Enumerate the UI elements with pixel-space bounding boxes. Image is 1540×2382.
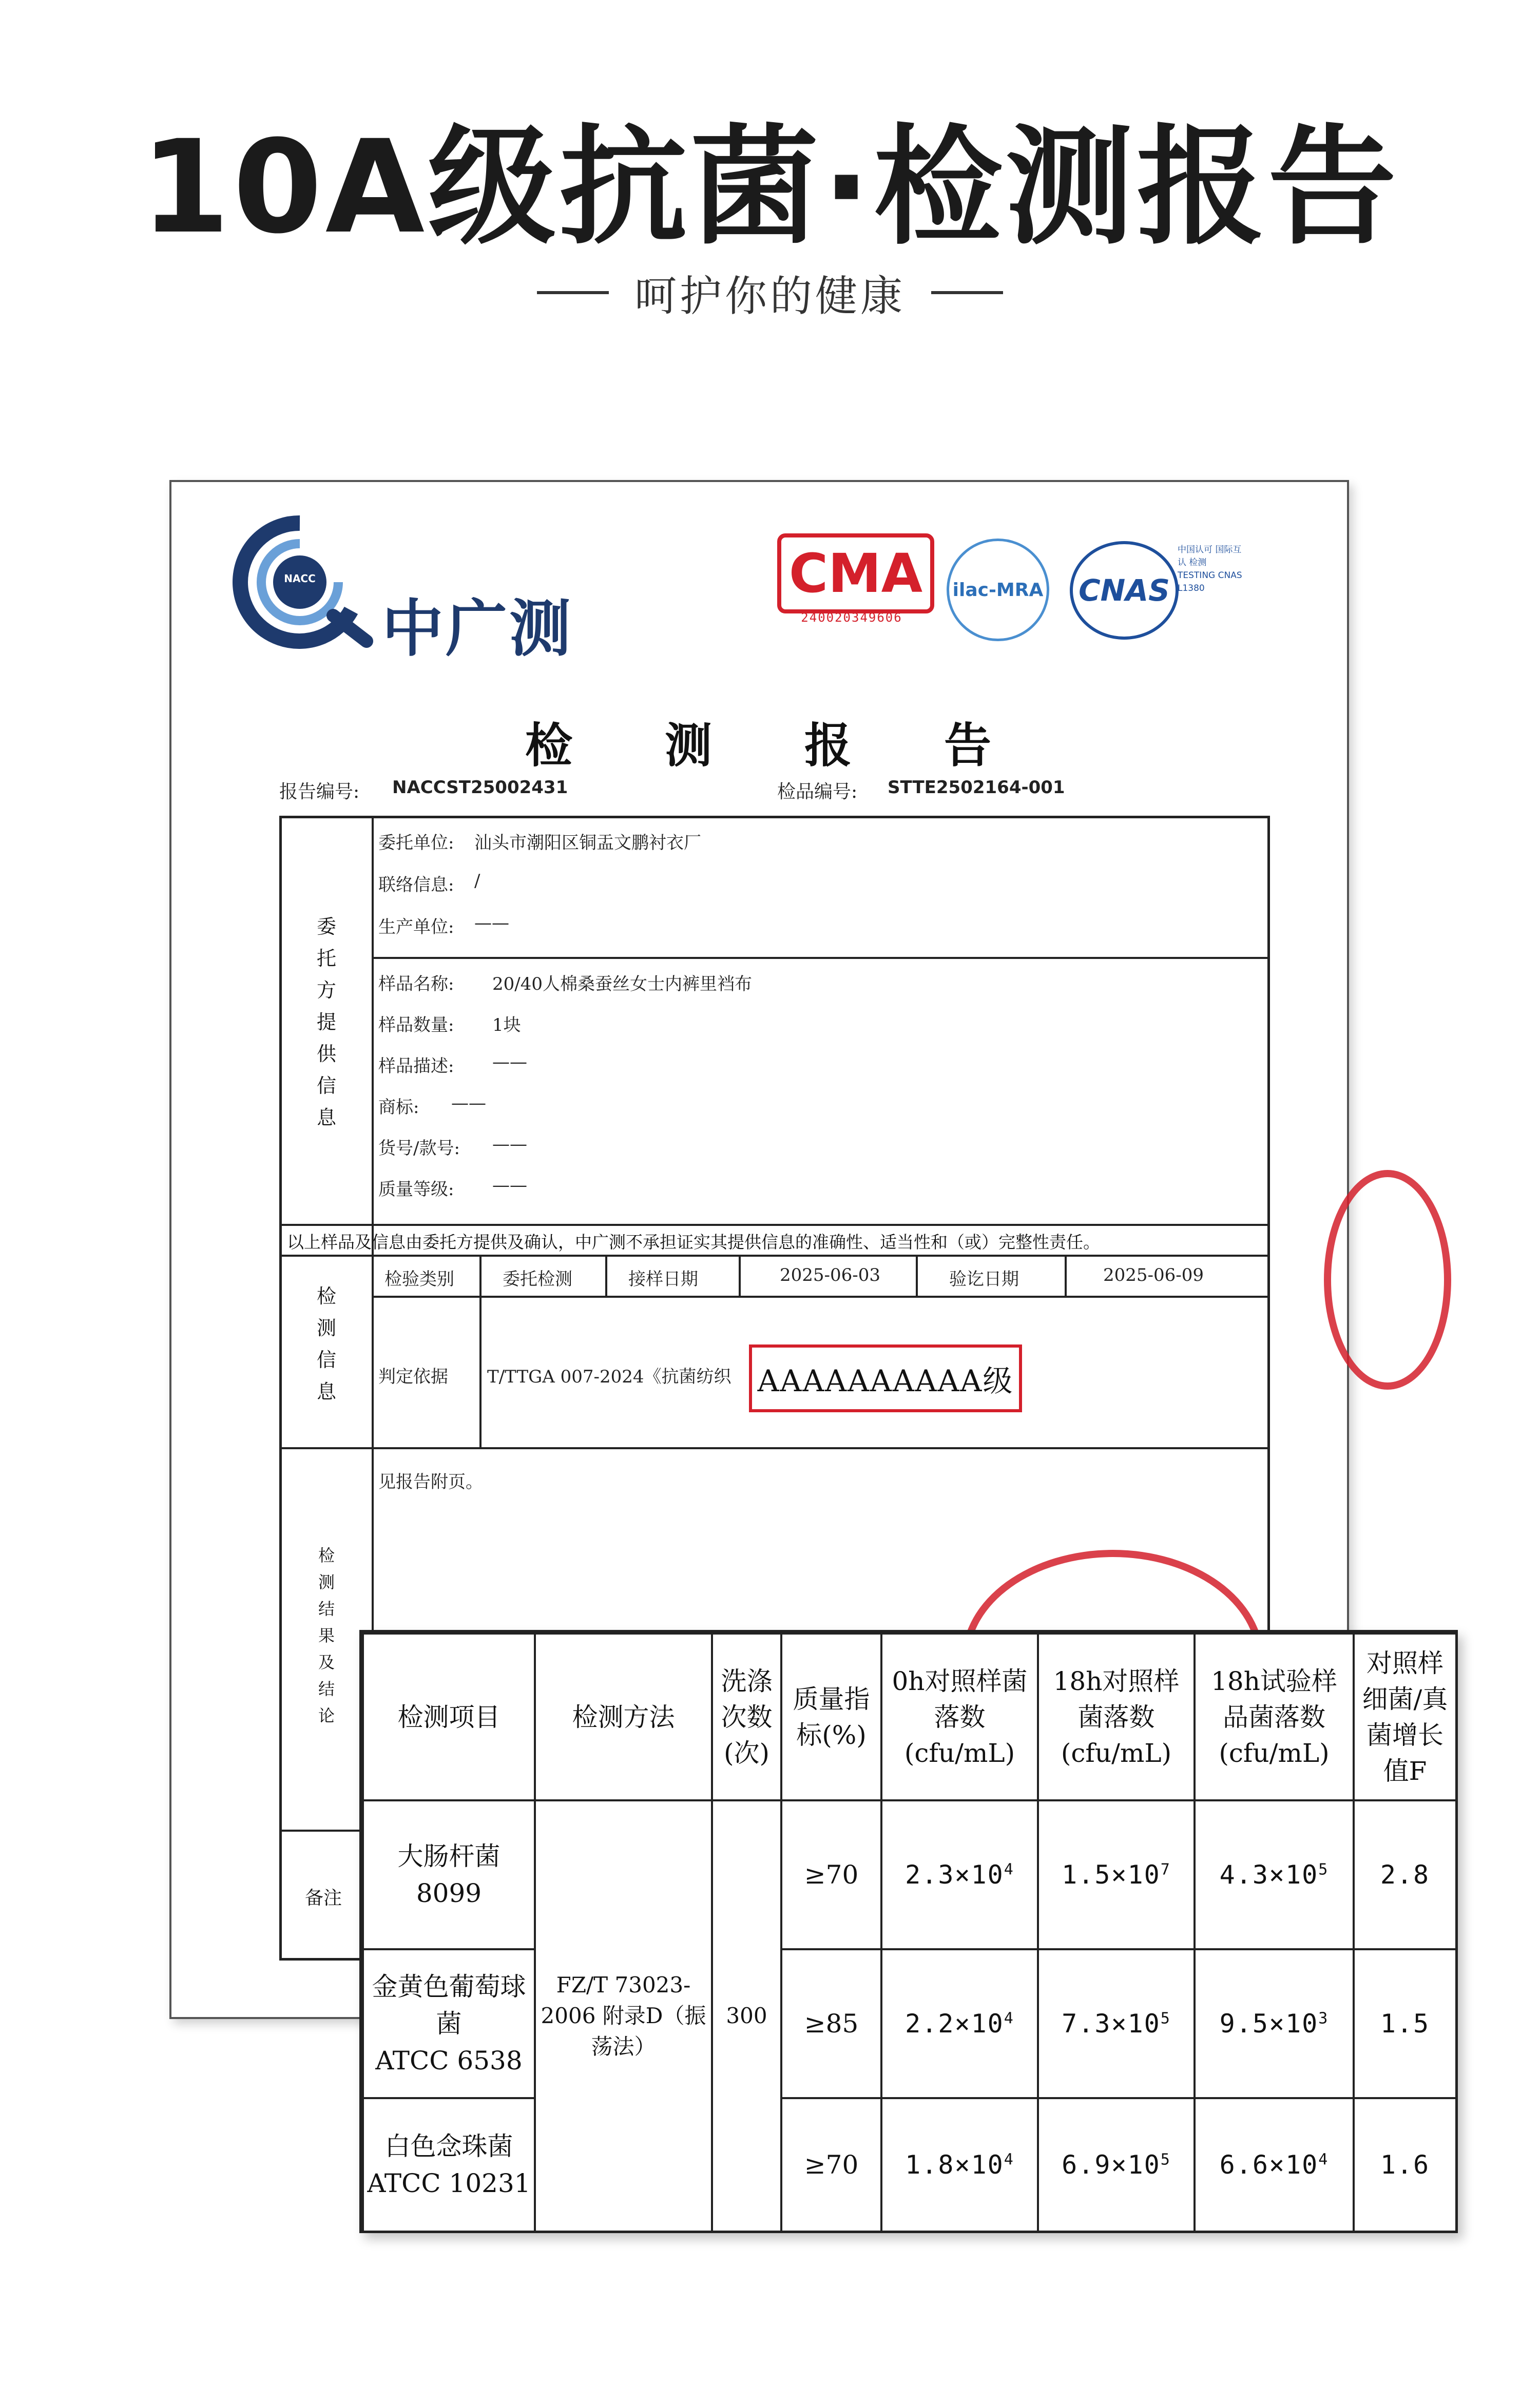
section-client-label: 委托方提供信息 bbox=[316, 915, 336, 1129]
ilac-mra-logo-icon: ilac-MRA bbox=[947, 539, 1049, 641]
results-table-card bbox=[359, 1630, 1458, 2233]
wash-count-cell: 300 bbox=[712, 1800, 781, 2232]
header-item: 检测项目 bbox=[363, 1634, 535, 1800]
document-title: 检 测 报 告 bbox=[525, 718, 994, 773]
quality-cell: ≥70 bbox=[781, 2098, 881, 2232]
sample-qty-label: 样品数量: bbox=[378, 1015, 454, 1035]
subtitle-row bbox=[0, 262, 1540, 323]
brand-value: —— bbox=[451, 1093, 486, 1113]
row-item: 大肠杆菌 8099 bbox=[363, 1800, 535, 1949]
cma-logo-icon: CMA bbox=[777, 533, 934, 613]
brand-label: 商标: bbox=[378, 1097, 419, 1118]
table-row bbox=[363, 2098, 1456, 2232]
header-wash: 洗涤次数(次) bbox=[712, 1634, 781, 1800]
style-label: 货号/款号: bbox=[378, 1138, 460, 1159]
sample-number: STTE2502164-001 bbox=[888, 777, 1065, 798]
section-test-label: 检测信息 bbox=[316, 1285, 336, 1403]
finish-date-label: 验讫日期 bbox=[949, 1269, 1019, 1290]
zero-h-cell: $2.3\times 10^4$ bbox=[881, 1800, 1038, 1949]
subtitle: 呵护你的健康 bbox=[634, 272, 906, 321]
header-f-value: 对照样细菌/真菌增长值F bbox=[1354, 1634, 1456, 1800]
grade-highlight-box: AAAAAAAAAA级 bbox=[749, 1344, 1022, 1412]
style-value: —— bbox=[492, 1134, 527, 1155]
cma-number: 240020349606 bbox=[801, 610, 902, 625]
client-unit: 汕头市潮阳区铜盂文鹏衬衣厂 bbox=[474, 833, 701, 853]
report-number-label: 报告编号: bbox=[279, 781, 360, 802]
result-text: 见报告附页。 bbox=[378, 1472, 483, 1492]
results-table bbox=[362, 1632, 1457, 2233]
table-row bbox=[363, 1800, 1456, 1949]
disclaimer: 以上样品及信息由委托方提供及确认，中广测不承担证实其提供信息的准确性、适当性和（或）完整性责任。 bbox=[287, 1232, 1100, 1252]
receive-date-label: 接样日期 bbox=[628, 1269, 698, 1290]
test-18h-cell: $4.3\times 10^5$ bbox=[1195, 1800, 1354, 1949]
test-type-label: 检验类别 bbox=[384, 1269, 454, 1290]
brand-badge: NACC bbox=[284, 572, 316, 585]
grade-label: 质量等级: bbox=[378, 1179, 454, 1200]
header-test-18h: 18h试验样品菌落数(cfu/mL) bbox=[1195, 1634, 1354, 1800]
test-type: 委托检测 bbox=[503, 1269, 572, 1290]
f-value-cell: 1.5 bbox=[1354, 1949, 1456, 2098]
producer-value: —— bbox=[474, 913, 509, 933]
zero-h-cell: $2.2\times 10^4$ bbox=[881, 1949, 1038, 2098]
f-value-cell: 2.8 bbox=[1354, 1800, 1456, 1949]
subtitle-dash-left bbox=[537, 291, 609, 294]
red-seal-stamp-icon bbox=[1324, 1170, 1451, 1390]
quality-cell: ≥85 bbox=[781, 1949, 881, 2098]
brand-name: 中广测 bbox=[382, 593, 573, 665]
sample-desc: —— bbox=[492, 1052, 527, 1072]
table-row bbox=[363, 1949, 1456, 2098]
basis-value: T/TTGA 007-2024《抗菌纺织 bbox=[487, 1367, 732, 1387]
finish-date: 2025-06-09 bbox=[1103, 1265, 1204, 1285]
report-number: NACCST25002431 bbox=[392, 777, 568, 798]
sample-name-label: 样品名称: bbox=[378, 974, 454, 994]
sample-qty: 1块 bbox=[492, 1015, 521, 1035]
grade-value: —— bbox=[492, 1175, 527, 1196]
cnas-logo-icon: CNAS bbox=[1070, 541, 1179, 640]
sample-name: 20/40人棉桑蚕丝女士内裤里裆布 bbox=[492, 974, 752, 994]
row-item: 白色念珠菌 ATCC 10231 bbox=[363, 2098, 535, 2232]
section-result-label: 检测结果及结论 bbox=[318, 1546, 335, 1725]
test-18h-cell: $9.5\times 10^3$ bbox=[1195, 1949, 1354, 2098]
ctrl-18h-cell: $1.5\times 10^7$ bbox=[1038, 1800, 1195, 1949]
subtitle-dash-right bbox=[931, 291, 1003, 294]
ctrl-18h-cell: $6.9\times 10^5$ bbox=[1038, 2098, 1195, 2232]
f-value-cell: 1.6 bbox=[1354, 2098, 1456, 2232]
sample-number-label: 检品编号: bbox=[777, 781, 858, 802]
header-zero-h: 0h对照样菌落数(cfu/mL) bbox=[881, 1634, 1038, 1800]
sample-desc-label: 样品描述: bbox=[378, 1056, 454, 1077]
contact-value: / bbox=[474, 871, 480, 891]
test-18h-cell: $6.6\times 10^4$ bbox=[1195, 2098, 1354, 2232]
cnas-caption: 中国认可 国际互认 检测 TESTING CNAS L1380 bbox=[1178, 545, 1242, 593]
quality-cell: ≥70 bbox=[781, 1800, 881, 1949]
header-ctrl-18h: 18h对照样菌落数(cfu/mL) bbox=[1038, 1634, 1195, 1800]
method-cell: FZ/T 73023-2006 附录D（振荡法） bbox=[535, 1800, 712, 2232]
section-remark-label: 备注 bbox=[305, 1888, 342, 1909]
client-unit-label: 委托单位: bbox=[378, 833, 454, 853]
header-quality: 质量指标(%) bbox=[781, 1634, 881, 1800]
basis-label: 判定依据 bbox=[378, 1367, 448, 1387]
row-item: 金黄色葡萄球菌 ATCC 6538 bbox=[363, 1949, 535, 2098]
producer-label: 生产单位: bbox=[378, 917, 454, 937]
receive-date: 2025-06-03 bbox=[780, 1265, 881, 1285]
header-method: 检测方法 bbox=[535, 1634, 712, 1800]
page-headline: 10A级抗菌·检测报告 bbox=[140, 112, 1400, 262]
zero-h-cell: $1.8\times 10^4$ bbox=[881, 2098, 1038, 2232]
ctrl-18h-cell: $7.3\times 10^5$ bbox=[1038, 1949, 1195, 2098]
contact-label: 联络信息: bbox=[378, 875, 454, 895]
